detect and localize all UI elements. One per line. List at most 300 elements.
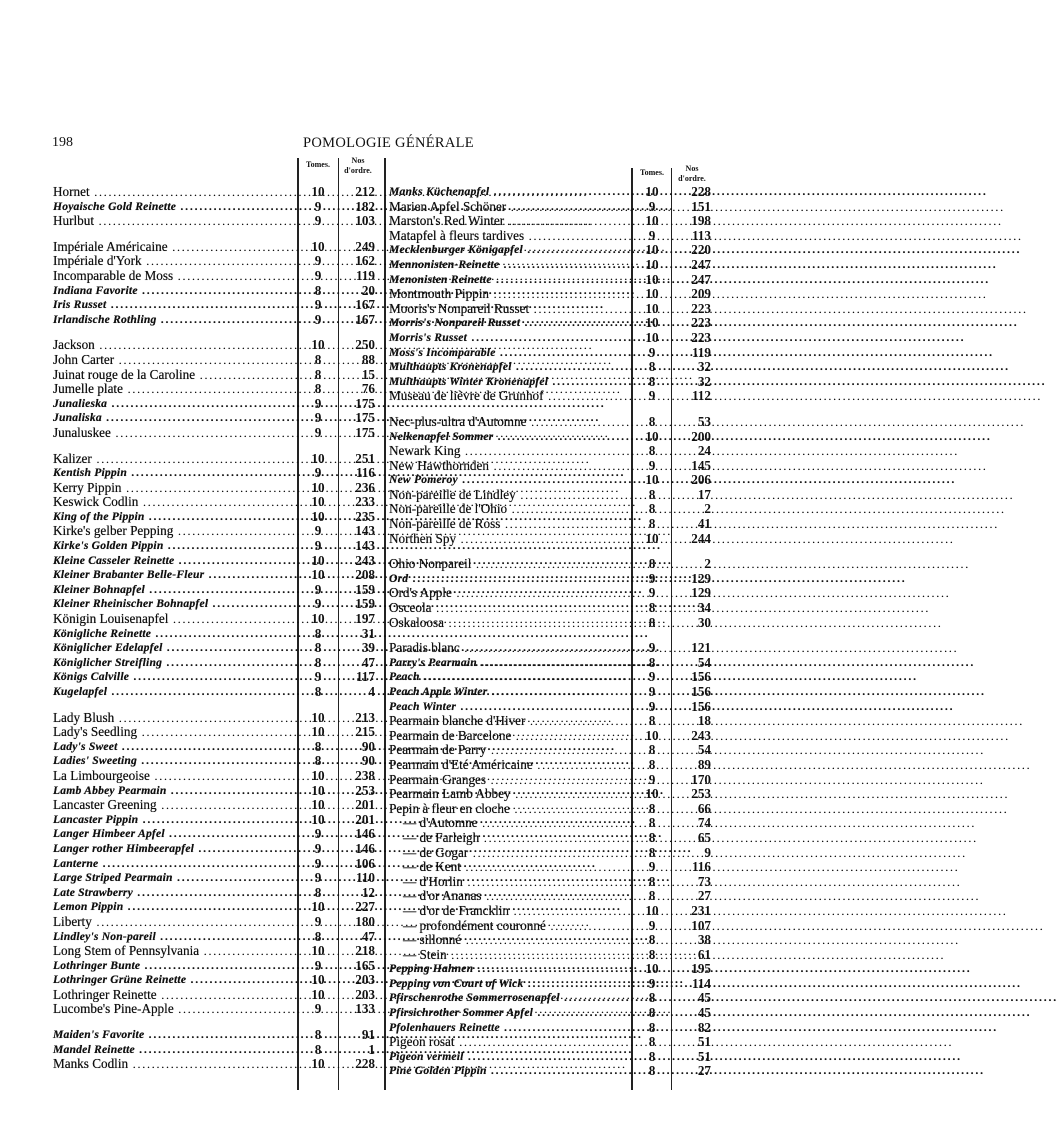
tome-number: 10 [645,902,659,918]
order-number: 66 [697,800,711,816]
index-entry [53,740,375,755]
index-entry [389,888,711,904]
index-entry [53,827,375,842]
order-number: 74 [697,815,711,831]
variety-name: Morris's Russet ..... [389,331,627,346]
variety-name: Pearmain d'Eté Américaine ..... [389,758,627,774]
order-number: 213 [355,709,375,725]
tome-number: 10 [645,329,659,345]
index-entry [53,411,375,426]
variety-name: Junaliska ..... [53,411,295,426]
order-number: 112 [691,388,711,404]
variety-name: — d'or Ananas ..... [389,889,627,905]
order-number: 218 [355,943,375,959]
tome-number: 8 [648,614,656,630]
variety-name: Large Striped Pearmain ..... [53,871,295,886]
variety-name: Pigeon rosat ..... [389,1035,627,1051]
index-entry [389,990,711,1006]
index-entry [53,382,375,397]
order-number: 90 [361,738,375,754]
variety-name: Impériale d'York ..... [53,254,295,270]
tome-number: 8 [648,932,656,948]
tome-number: 9 [314,465,322,481]
index-entry [53,185,375,200]
index-entry [389,256,711,273]
tome-number: 9 [314,213,322,229]
order-number: 162 [355,253,375,269]
order-number: 1 [368,1041,375,1057]
tome-number: 9 [314,957,322,973]
index-entry [389,713,711,729]
variety-name: Lothringer Reinette ..... [53,988,295,1004]
tome-number: 9 [648,975,656,991]
variety-name: Kirke's gelber Pepping ..... [53,524,295,540]
order-number: 18 [697,713,711,729]
tome-number: 8 [314,928,322,944]
index-entry [389,300,711,317]
variety-name: Mecklenburger Königapfel ..... [389,243,627,258]
variety-name: Kleiner Bohnapfel ..... [53,583,295,598]
variety-name: Pfirsichrother Sommer Apfel ..... [389,1006,627,1021]
index-entry [53,568,375,583]
order-number: 47 [361,654,375,670]
order-number: 249 [355,238,375,254]
order-number: 238 [355,767,375,783]
variety-name: Mooris's Nonpareil Russet ..... [389,302,627,318]
index-entry [53,886,375,901]
variety-name: Lamb Abbey Pearmain ..... [53,784,295,799]
order-number: 156 [691,698,711,714]
index-entry [389,600,711,616]
variety-name: Langer rother Himbeerapfel ..... [53,842,295,857]
order-number: 236 [355,479,375,495]
variety-name: Nelkenapfel Sommer ..... [389,430,627,445]
variety-name: John Carter ..... [53,353,295,369]
order-number: 203 [355,972,375,988]
order-number: 244 [691,530,711,546]
variety-name: Newark King ..... [389,444,627,460]
index-entry [389,344,711,361]
order-number: 198 [691,213,711,229]
index-entry [53,915,375,930]
tome-number: 10 [311,899,325,915]
order-number: 251 [355,450,375,466]
tome-number: 8 [648,815,656,831]
tome-number: 10 [311,479,325,495]
tome-number: 8 [648,888,656,904]
index-entry [389,472,711,488]
order-number: 156 [691,684,711,699]
order-number: 82 [697,1019,711,1035]
variety-name: Liberty ..... [53,915,295,931]
order-number: 146 [355,826,375,842]
index-entry [389,501,711,517]
tome-number: 10 [311,943,325,959]
tome-number: 8 [314,351,322,367]
variety-name: Lothringer Grüne Reinette ..... [53,973,295,988]
tome-number: 8 [648,516,656,532]
variety-name: King of the Pippin ..... [53,510,295,525]
index-entry [53,583,375,598]
tome-number: 10 [645,530,659,546]
tome-number: 8 [314,738,322,754]
variety-name: Multhaupts Winter Kronenapfel ..... [389,375,627,390]
order-number: 88 [361,351,375,367]
tome-number: 10 [311,724,325,740]
variety-name: — profondément couronné ..... [389,919,627,935]
index-entry [389,359,711,375]
tome-number: 9 [314,855,322,871]
tome-number: 10 [311,494,325,510]
tome-number: 8 [314,640,322,656]
variety-name: Königlicher Streifling ..... [53,656,295,671]
variety-name: Kalizer ..... [53,452,295,468]
variety-name: Irlandische Rothling ..... [53,313,295,328]
variety-name: Multhaupts Kronenapfel ..... [389,360,627,375]
variety-name: Juinat rouge de la Caroline ..... [53,368,295,384]
tome-number: 9 [314,840,322,856]
order-number: 54 [697,654,711,670]
order-number: 121 [691,640,711,656]
variety-name: Peach Winter ..... [389,700,627,715]
variety-name: Matapfel à fleurs tardives ..... [389,229,627,245]
variety-name: Lady's Sweet ..... [53,740,295,755]
index-entry [389,859,711,875]
index-entry [389,786,711,802]
order-number: 32 [697,359,711,375]
index-entry [389,873,711,890]
variety-name: Pearmain blanche d'Hiver ..... [389,714,627,730]
tome-number: 8 [648,1048,656,1064]
variety-name: Pearmain Lamb Abbey ..... [389,787,627,803]
order-number: 15 [361,366,375,382]
tome-number: 9 [314,253,322,269]
order-number: 116 [691,859,711,875]
variety-name: Menonisten Reinette ..... [389,273,627,288]
index-entry [53,711,375,726]
index-entry [389,556,711,572]
tome-number: 10 [311,986,325,1002]
variety-name: Langer Himbeer Apfel ..... [53,827,295,842]
tome-number: 9 [314,826,322,842]
order-number: 167 [355,311,375,327]
index-entry [389,946,711,963]
variety-name: Osceola ..... [389,601,627,617]
order-number: 203 [355,986,375,1002]
index-entry [389,902,711,919]
tome-number: 10 [645,286,659,302]
order-number: 76 [361,381,375,397]
tome-number: 8 [648,1019,656,1035]
index-entry [53,685,375,700]
index-entry [389,698,711,715]
order-number: 32 [697,373,711,389]
variety-name: Pearmain de Barcelone ..... [389,729,627,745]
order-number: 117 [355,669,375,685]
order-number: 167 [355,297,375,313]
variety-name: Ohio Nonpareil ..... [389,557,627,573]
variety-name: New Pomeroy ..... [389,473,627,488]
variety-name: Non-pareille de Lindley ..... [389,488,627,504]
tome-number: 8 [648,1034,656,1050]
index-entry [389,800,711,817]
tome-number: 10 [311,337,325,353]
order-number: 220 [691,242,711,258]
order-number: 90 [361,753,375,769]
variety-name: Pfirschenrothe Sommerrosenapfel ..... [389,991,627,1006]
index-entry [53,524,375,539]
tome-number: 9 [314,198,322,214]
index-entry [389,213,711,229]
variety-name: Indiana Favorite ..... [53,284,295,299]
order-number: 201 [355,811,375,827]
ordre-label: d'ordre. [678,174,706,183]
order-number: 103 [355,213,375,229]
variety-name: Hurlbut ..... [53,214,295,230]
tome-number: 10 [645,242,659,258]
order-number: 223 [691,300,711,316]
variety-name: Mennonisten-Reinette ..... [389,258,627,273]
index-entry [53,200,375,215]
index-entry [389,227,711,244]
tome-number: 10 [311,782,325,798]
index-entry [53,813,375,828]
index-entry [389,1034,711,1050]
index-entry [389,815,711,831]
index-entry [53,769,375,784]
order-number: 119 [691,344,711,360]
tome-number: 10 [645,727,659,743]
index-entry [389,530,711,547]
variety-name: Lady's Seedling ..... [53,725,295,741]
tome-number: 9 [648,771,656,787]
order-number: 253 [355,782,375,798]
index-entry [389,932,711,948]
variety-name: Maiden's Favorite ..... [53,1028,295,1043]
index-entry [53,214,375,229]
tome-number: 8 [648,713,656,729]
index-entry [53,1043,375,1058]
index-entry [389,684,711,700]
tome-number: 8 [648,946,656,962]
index-entry [53,452,375,467]
order-number: 247 [691,256,711,272]
index-entry [53,240,375,255]
order-number: 116 [355,465,375,481]
index-entry [53,798,375,813]
variety-name: Ord's Apple ..... [389,586,627,602]
variety-name: Lindley's Non-pareil ..... [53,930,295,945]
variety-name: — de Farleigh ..... [389,831,627,847]
order-number: 231 [691,902,711,918]
order-number: 175 [355,424,375,440]
order-number: 45 [697,1005,711,1021]
variety-name: Königin Louisenapfel ..... [53,612,295,628]
variety-name: Paradis blanc ..... [389,641,627,657]
index-entry [389,975,711,992]
order-number: 247 [691,271,711,287]
index-entry [53,368,375,383]
order-number: 45 [697,990,711,1006]
order-number: 129 [691,570,711,586]
tome-number: 8 [648,654,656,670]
tome-number: 8 [314,684,322,699]
index-entry [53,397,375,412]
tome-number: 10 [311,972,325,988]
variety-name: Kleine Casseler Reinette ..... [53,554,295,569]
order-number: 156 [691,669,711,685]
variety-name: Ord ..... [389,572,627,587]
order-number: 51 [697,1034,711,1050]
tome-number: 8 [648,501,656,517]
tome-number: 9 [648,917,656,933]
tome-number: 10 [311,811,325,827]
tome-number: 9 [648,640,656,656]
variety-name: Jumelle plate ..... [53,382,295,398]
order-number: 20 [361,282,375,298]
tome-number: 10 [645,271,659,287]
tome-number: 8 [648,443,656,459]
left-nos-header [340,156,376,176]
variety-name: Lancaster Pippin ..... [53,813,295,828]
order-number: 53 [697,413,711,429]
variety-name: Pepin à fleur en cloche ..... [389,802,627,818]
tome-number: 9 [648,227,656,243]
tome-number: 9 [314,870,322,886]
index-entry [389,669,711,685]
tome-number: 10 [311,1056,325,1072]
variety-name: Junalieska ..... [53,397,295,412]
tome-number: 8 [648,600,656,616]
order-number: 151 [691,198,711,214]
index-entry [53,670,375,685]
order-number: 212 [355,184,375,199]
index-entry [53,1057,375,1072]
tome-number: 8 [314,1041,322,1057]
order-number: 34 [697,600,711,616]
index-entry [53,1002,375,1017]
index-entry [389,614,711,631]
tome-number: 9 [314,523,322,539]
tome-number: 8 [314,625,322,641]
index-entry [53,510,375,525]
index-entry [389,829,711,846]
variety-name: La Limbourgeoise ..... [53,769,295,785]
right-nos-header [672,164,712,184]
order-number: 38 [697,932,711,948]
tome-number: 9 [648,669,656,685]
tome-number: 8 [648,844,656,860]
order-number: 91 [361,1027,375,1043]
variety-name: Late Strawberry ..... [53,886,295,901]
variety-name: Nec-plus-ultra d'Automne ..... [389,415,627,431]
order-number: 27 [697,1063,711,1079]
index-entry [389,771,711,788]
variety-name: — d'Horlin ..... [389,875,627,891]
index-entry [389,654,711,671]
index-entry [53,656,375,671]
index-entry [53,612,375,627]
tome-number: 10 [311,184,325,199]
variety-name: Junaluskee ..... [53,426,295,442]
variety-name: Manks Codlin ..... [53,1057,295,1073]
index-entry [53,784,375,799]
tome-number: 8 [648,800,656,816]
variety-name: Peach Apple Winter ..... [389,685,627,700]
index-entry [53,254,375,269]
variety-name: Keswick Codlin ..... [53,495,295,511]
tome-number: 10 [645,786,659,802]
order-number: 51 [697,1048,711,1064]
index-entry [53,754,375,769]
variety-name: Lancaster Greening ..... [53,798,295,814]
index-entry [53,466,375,481]
index-entry [389,198,711,215]
variety-name: — Stein ..... [389,948,627,964]
tome-number: 10 [311,709,325,725]
tome-number: 9 [314,913,322,929]
tome-number: 10 [645,256,659,272]
index-entry [389,329,711,346]
tome-number: 10 [311,567,325,583]
index-entry [389,1048,711,1065]
variety-name: Pfolenhauers Reinette ..... [389,1021,627,1036]
tome-number: 9 [314,267,322,283]
order-number: 89 [697,756,711,772]
order-number: 170 [691,771,711,787]
tome-number: 10 [645,315,659,331]
order-number: 228 [355,1056,375,1072]
variety-name: — d'Automne ..... [389,816,627,832]
index-entry [389,640,711,656]
tome-number: 9 [648,585,656,601]
index-entry [389,315,711,331]
variety-name: Non-pareille de Ross ..... [389,517,627,533]
index-entry [53,988,375,1003]
variety-name: Lothringer Bunte ..... [53,959,295,974]
tome-number: 8 [314,282,322,298]
index-entry [389,286,711,302]
tome-number: 8 [648,742,656,758]
order-number: 159 [355,596,375,612]
ordre-label: d'ordre. [344,166,372,175]
variety-name: New Hawthornden ..... [389,459,627,475]
tome-number: 10 [645,472,659,488]
index-entry [389,756,711,773]
index-entry [53,900,375,915]
tome-number: 10 [645,213,659,229]
variety-name: — sillonné ..... [389,933,627,949]
order-number: 114 [691,975,711,991]
variety-name: Marston's Red Winter ..... [389,214,627,230]
tome-number: 8 [648,373,656,389]
tome-number: 8 [314,366,322,382]
tome-number: 10 [311,767,325,783]
index-entry [53,539,375,554]
tome-number: 9 [648,698,656,714]
tome-number: 9 [648,570,656,586]
order-number: 159 [355,581,375,597]
tome-number: 9 [314,410,322,426]
right-tomes-header: Tomes. [640,168,664,177]
index-entry [389,373,711,390]
right-index-column [389,184,711,1079]
variety-name: Königs Calville ..... [53,670,295,685]
index-entry [389,242,711,258]
order-number: 41 [697,516,711,532]
variety-name: Hoyaische Gold Reinette ..... [53,200,295,215]
order-number: 54 [697,742,711,758]
